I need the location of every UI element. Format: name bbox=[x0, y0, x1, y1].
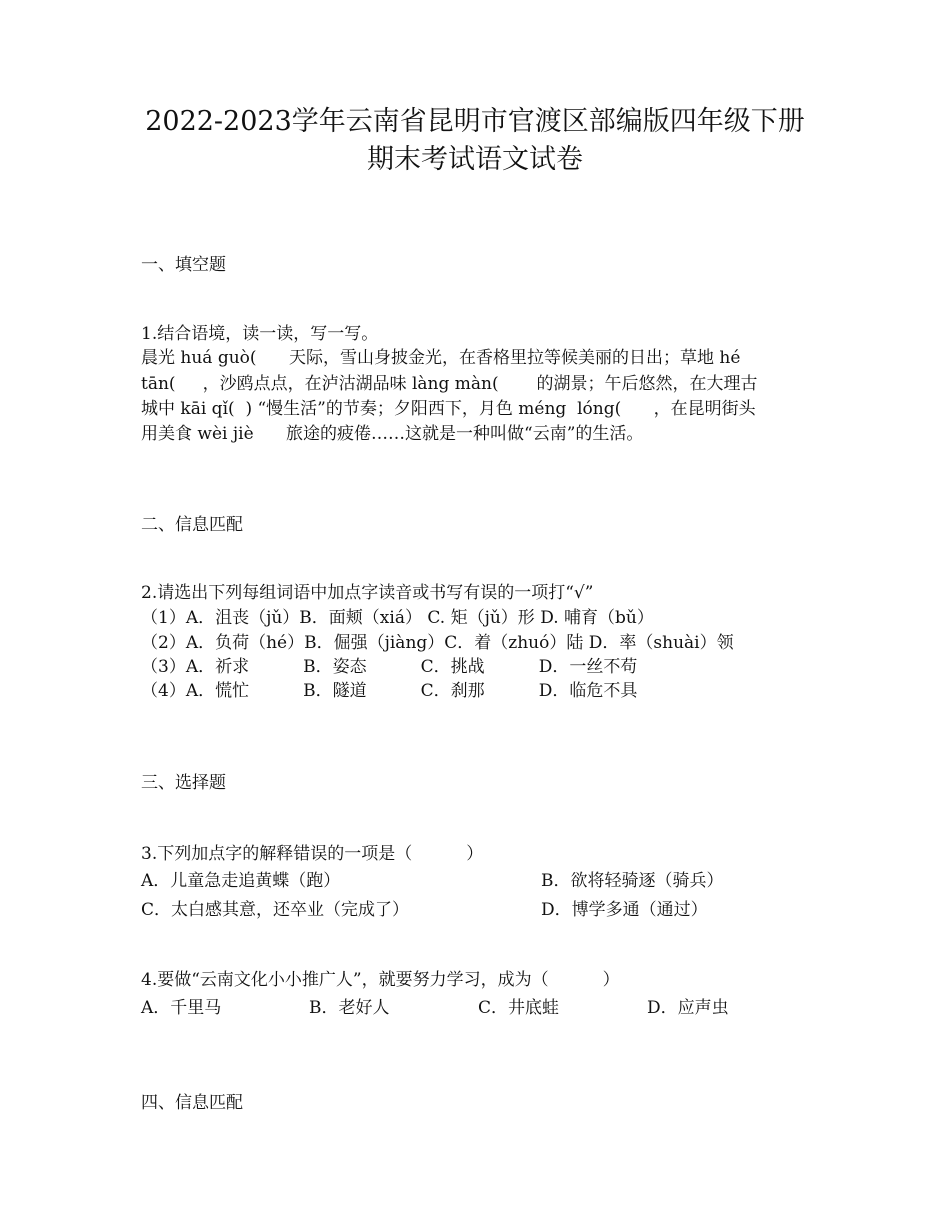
question-2-row: （2）A．负荷（hé）B．倔强（jiàng）C．着（zhuó）陆 D．率（shuài）领 bbox=[141, 633, 734, 653]
page-title-line-2: 期末考试语文试卷 bbox=[367, 144, 583, 175]
question-2-stem: 2.请选出下列每组词语中加点字读音或书写有误的一项打“√” bbox=[141, 583, 594, 603]
question-2-row: （4）A．慌忙 B．隧道 C．刹那 D．临危不具 bbox=[141, 681, 638, 701]
question-1-stem: 1.结合语境，读一读，写一写。 bbox=[141, 324, 379, 344]
question-1-line: 城中 kāi qǐ( ) “慢生活”的节奏；夕阳西下，月色 méng lóng( ，在昆明街头 bbox=[141, 399, 756, 419]
question-4-option-b: B．老好人 bbox=[309, 998, 390, 1018]
question-4-option-c: C．井底蛙 bbox=[478, 998, 560, 1018]
section-heading-multiple-choice: 三、选择题 bbox=[141, 773, 226, 793]
question-3-stem: 3.下列加点字的解释错误的一项是（ ） bbox=[141, 844, 484, 864]
section-heading-matching-2: 四、信息匹配 bbox=[141, 1093, 243, 1113]
question-3-option-a: A．儿童急走追黄蝶（跑） bbox=[141, 871, 341, 891]
question-4-option-a: A．千里马 bbox=[141, 998, 222, 1018]
question-4-stem: 4.要做“云南文化小小推广人”，就要努力学习，成为（ ） bbox=[141, 970, 620, 990]
question-1-line: 晨光 huá guò( 天际，雪山身披金光，在香格里拉等候美丽的日出；草地 hé bbox=[141, 348, 741, 368]
section-heading-matching: 二、信息匹配 bbox=[141, 515, 243, 535]
question-3-option-c: C．太白感其意，还卒业（完成了） bbox=[141, 900, 410, 920]
question-3-option-d: D．博学多通（通过） bbox=[541, 900, 708, 920]
question-1-line: 用美食 wèi jiè 旅途的疲倦……这就是一种叫做“云南”的生活。 bbox=[141, 424, 644, 444]
question-3-option-b: B．欲将轻骑逐（骑兵） bbox=[541, 871, 724, 891]
page-title-line-1: 2022-2023学年云南省昆明市官渡区部编版四年级下册 bbox=[145, 106, 805, 137]
question-4-option-d: D．应声虫 bbox=[647, 998, 729, 1018]
section-heading-fill-blank: 一、填空题 bbox=[141, 255, 226, 275]
question-2-row: （3）A．祈求 B．姿态 C．挑战 D．一丝不苟 bbox=[141, 657, 638, 677]
question-2-row: （1）A．沮丧（jǔ）B．面颊（xiá） C. 矩（jǔ）形 D. 哺育（bǔ） bbox=[141, 608, 654, 628]
question-1-line: tān( ，沙鸥点点，在泸沽湖品味 làng màn( 的湖景；午后悠然，在大理古 bbox=[141, 374, 758, 394]
